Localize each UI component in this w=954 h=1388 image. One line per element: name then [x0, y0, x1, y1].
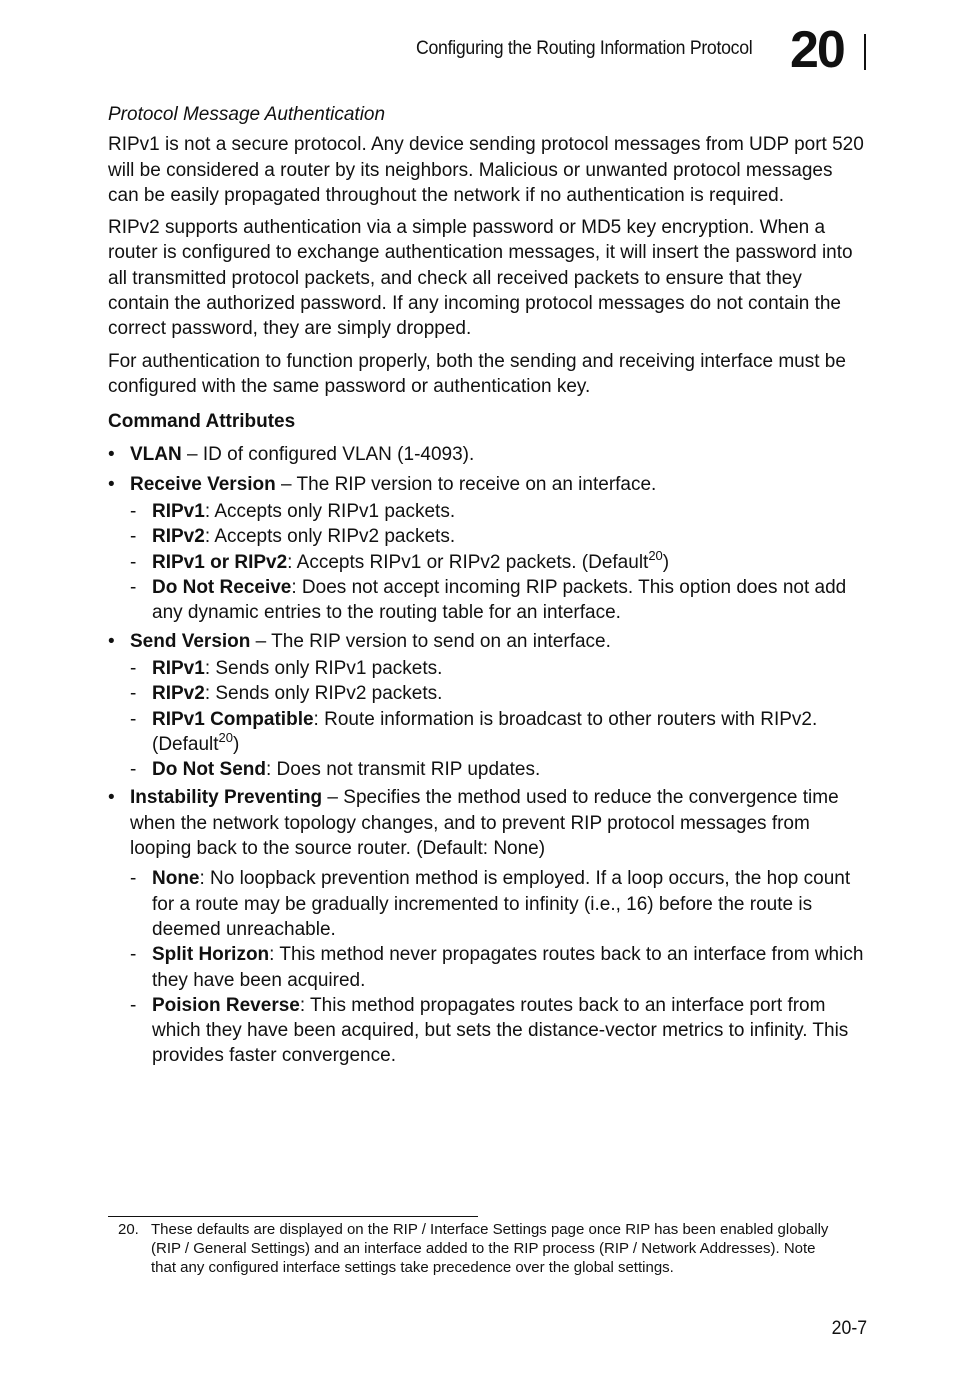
bullet-marker: • [108, 473, 115, 495]
chapter-divider [864, 34, 866, 70]
paragraph-ripv1-security: RIPv1 is not a secure protocol. Any device sending protocol messages from UDP port 520 will be considered a router by its neighbors. Malicious or unwanted protocol messages can be easily propagated throughout the network if no authentication is required. [108, 134, 864, 206]
attribute-receive-version [108, 472, 868, 497]
option-description: : Does not accept incoming RIP packets. This option does not add any dynamic entries to the routing table for an interface. [152, 577, 847, 624]
attribute-instability-preventing [108, 785, 868, 861]
dash-marker: - [130, 994, 137, 1016]
option-item [108, 656, 868, 681]
bullet-marker: • [108, 443, 115, 465]
option-description: : This method propagates routes back to an interface port from which they have been acquired, but sets the distance-vector metrics to infinity. This provides faster convergence. [152, 994, 849, 1067]
option-term: RIPv1 [152, 501, 205, 523]
bullet-marker: • [108, 630, 115, 652]
page-number: 20-7 [831, 1318, 867, 1339]
footnote-reference: 20 [648, 547, 663, 563]
command-attributes-heading: Command Attributes [108, 411, 296, 433]
option-item [108, 499, 868, 524]
dash-marker: - [130, 708, 137, 730]
send-version-options [108, 656, 868, 782]
option-description-tail: ) [662, 551, 670, 573]
dash-marker: - [130, 551, 137, 573]
option-description: : Sends only RIPv1 packets. [204, 657, 443, 679]
option-item [108, 681, 868, 706]
option-description: : Route information is broadcast to other routers with RIPv2. (Default [152, 708, 818, 755]
option-item [108, 757, 868, 782]
option-item [108, 524, 868, 549]
option-term: RIPv1 Compatible [152, 708, 314, 730]
option-item [108, 942, 868, 993]
attribute-term: Instability Preventing [130, 787, 323, 809]
dash-marker: - [130, 526, 137, 548]
chapter-number: 20 [790, 21, 844, 79]
option-description: : Sends only RIPv2 packets. [204, 683, 443, 705]
option-description: : Accepts only RIPv2 packets. [204, 526, 456, 548]
dash-marker: - [130, 683, 137, 705]
option-term: RIPv1 [152, 657, 205, 679]
dash-marker: - [130, 868, 137, 890]
option-term: Do Not Send [152, 759, 266, 781]
footnote-text: These defaults are displayed on the RIP / Interface Settings page once RIP has been enabled globally (RIP / General Settings) and an interface added to the RIP process (RIP / Network Addresses). Note that any configured interface settings take precedence over the global settings. [151, 1221, 829, 1276]
bullet-marker: • [108, 787, 115, 809]
attribute-description: – Specifies the method used to reduce the convergence time when the network topology changes, and to prevent RIP protocol messages from looping back to the source router. (Default: None) [130, 787, 839, 860]
dash-marker: - [130, 759, 137, 781]
attribute-term: Receive Version [130, 473, 276, 495]
receive-version-options [108, 499, 868, 625]
option-description-tail: ) [233, 733, 240, 755]
attribute-term: Send Version [130, 630, 251, 652]
footnote-number: 20. [118, 1221, 139, 1238]
option-term: RIPv2 [152, 683, 205, 705]
attribute-send-version [108, 629, 868, 654]
option-item [108, 707, 868, 758]
section-heading: Protocol Message Authentication [108, 104, 386, 125]
option-item [108, 866, 868, 942]
option-term: RIPv1 or RIPv2 [152, 551, 288, 573]
page-body [108, 102, 868, 1072]
attribute-description: – ID of configured VLAN (1-4093). [181, 443, 475, 465]
option-description: : This method never propagates routes back to an interface from which they have been acquired. [152, 944, 864, 991]
option-term: Poision Reverse [152, 994, 300, 1016]
dash-marker: - [130, 944, 137, 966]
option-term: RIPv2 [152, 526, 205, 548]
option-description: : Accepts only RIPv1 packets. [204, 501, 456, 523]
dash-marker: - [130, 657, 137, 679]
option-description: : Accepts RIPv1 or RIPv2 packets. (Default [287, 551, 649, 573]
option-item [108, 575, 868, 626]
running-header-title: Configuring the Routing Information Protocol [416, 38, 753, 59]
attribute-description: – The RIP version to receive on an interface. [275, 473, 657, 495]
instability-options [108, 866, 868, 1068]
footnote [118, 1220, 838, 1277]
option-item [108, 993, 868, 1069]
option-description: : No loopback prevention method is employed. If a loop occurs, the hop count for a route may be gradually incremented to infinity (i.e., 16) before the route is deemed unreachable. [152, 868, 851, 940]
footnote-reference: 20 [218, 729, 233, 745]
footnote-separator [108, 1216, 478, 1217]
option-term: Split Horizon [152, 944, 270, 966]
option-term: Do Not Receive [152, 577, 292, 599]
option-term: None [152, 868, 200, 890]
attribute-description: – The RIP version to send on an interface. [250, 630, 611, 652]
attribute-term: VLAN [130, 443, 182, 465]
dash-marker: - [130, 501, 137, 523]
dash-marker: - [130, 577, 137, 599]
attribute-vlan [108, 442, 868, 467]
option-description: : Does not transmit RIP updates. [266, 759, 541, 781]
paragraph-authentication-requirement: For authentication to function properly, both the sending and receiving interface must be configured with the same password or authentication key. [108, 350, 846, 397]
option-item [108, 547, 868, 575]
paragraph-ripv2-authentication: RIPv2 supports authentication via a simple password or MD5 key encryption. When a router is configured to exchange authentication messages, it will insert the password into all transmitted protocol packets, and check all received packets to ensure that they contain the authorized password. If any incoming protocol messages do not contain the correct password, they are simply dropped. [108, 217, 853, 340]
